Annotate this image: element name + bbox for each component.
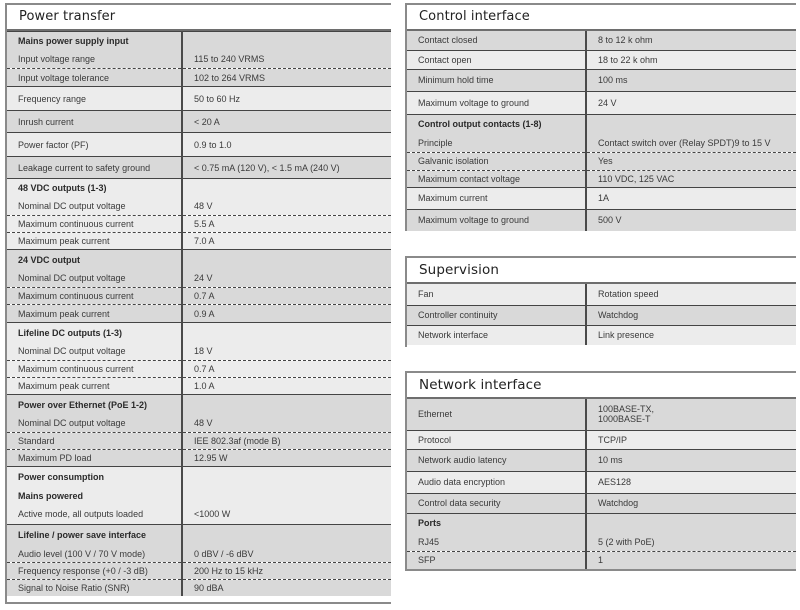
row-value: Link presence xyxy=(586,325,796,345)
row-value: 90 dBA xyxy=(182,580,391,596)
row-value: 0.9 to 1.0 xyxy=(182,133,391,157)
row-value: 5 (2 with PoE) xyxy=(586,533,796,551)
row-label: SFP xyxy=(407,551,586,569)
table-row xyxy=(7,525,391,546)
row-label: Nominal DC output voltage xyxy=(7,343,182,361)
table-row xyxy=(407,493,796,513)
row-label: Controller continuity xyxy=(407,305,586,325)
row-label: Nominal DC output voltage xyxy=(7,415,182,433)
row-value xyxy=(182,179,391,198)
table-row xyxy=(407,471,796,493)
table-row xyxy=(7,179,391,198)
table-row xyxy=(7,487,391,505)
row-label: Input voltage tolerance xyxy=(7,69,182,87)
row-value xyxy=(182,525,391,546)
supervision-title: Supervision xyxy=(407,258,796,284)
table-row xyxy=(7,546,391,563)
table-row xyxy=(407,31,796,50)
row-value: 24 V xyxy=(586,91,796,114)
row-value xyxy=(182,32,391,51)
row-value: 200 Hz to 15 kHz xyxy=(182,563,391,580)
table-row xyxy=(7,288,391,305)
table-row xyxy=(407,284,796,305)
row-value: 100 ms xyxy=(586,69,796,91)
row-value: 1.0 A xyxy=(182,378,391,395)
row-label: Standard xyxy=(7,433,182,450)
row-value: < 20 A xyxy=(182,111,391,133)
row-label: Minimum hold time xyxy=(407,69,586,91)
group-label: 48 VDC outputs (1-3) xyxy=(7,179,182,198)
table-row xyxy=(407,305,796,325)
row-value: 1 xyxy=(586,551,796,569)
row-value: 0.7 A xyxy=(182,288,391,305)
table-row xyxy=(407,152,796,170)
row-label: Protocol xyxy=(407,430,586,449)
table-row xyxy=(7,378,391,395)
network-interface-table xyxy=(407,399,796,569)
row-label: Contact open xyxy=(407,50,586,69)
table-row xyxy=(7,361,391,378)
row-label: Input voltage range xyxy=(7,51,182,69)
row-label: Power factor (PF) xyxy=(7,133,182,157)
row-value xyxy=(586,513,796,533)
control-interface-table xyxy=(407,31,796,231)
group-label: 24 VDC output xyxy=(7,250,182,270)
group-label: Lifeline / power save interface xyxy=(7,525,182,546)
row-value: 12.95 W xyxy=(182,450,391,467)
row-value: 48 V xyxy=(182,415,391,433)
table-row xyxy=(407,209,796,231)
table-row xyxy=(407,551,796,569)
row-value: 7.0 A xyxy=(182,233,391,250)
row-value xyxy=(182,250,391,270)
row-label: Maximum peak current xyxy=(7,378,182,395)
row-value: 0.7 A xyxy=(182,361,391,378)
row-label: Audio level (100 V / 70 V mode) xyxy=(7,546,182,563)
row-value: Rotation speed xyxy=(586,284,796,305)
table-row xyxy=(407,430,796,449)
row-value: 500 V xyxy=(586,209,796,231)
row-value: < 0.75 mA (120 V), < 1.5 mA (240 V) xyxy=(182,157,391,179)
row-value: 24 V xyxy=(182,270,391,288)
power-transfer-table xyxy=(7,31,391,596)
row-value: 18 V xyxy=(182,343,391,361)
row-label: Audio data encryption xyxy=(407,471,586,493)
row-label: Nominal DC output voltage xyxy=(7,198,182,216)
group-label: Mains power supply input xyxy=(7,32,182,51)
row-label: Fan xyxy=(407,284,586,305)
row-value: <1000 W xyxy=(182,505,391,525)
table-row xyxy=(407,91,796,114)
network-interface-title: Network interface xyxy=(407,373,796,399)
row-value: 50 to 60 Hz xyxy=(182,87,391,111)
row-value xyxy=(182,467,391,487)
table-row xyxy=(7,450,391,467)
table-row xyxy=(7,69,391,87)
row-label: Ethernet xyxy=(407,399,586,430)
row-label: Leakage current to safety ground xyxy=(7,157,182,179)
table-row xyxy=(7,323,391,343)
row-value: Watchdog xyxy=(586,305,796,325)
row-label: Principle xyxy=(407,134,586,152)
row-value: 1A xyxy=(586,187,796,209)
table-row xyxy=(7,305,391,323)
group-label: Control output contacts (1-8) xyxy=(407,114,586,134)
table-row xyxy=(7,216,391,233)
table-row xyxy=(7,563,391,580)
group-label: Power consumption xyxy=(7,467,182,487)
table-row xyxy=(7,467,391,487)
row-value: Watchdog xyxy=(586,493,796,513)
row-value: 115 to 240 VRMS xyxy=(182,51,391,69)
row-label: Maximum continuous current xyxy=(7,288,182,305)
row-label: Control data security xyxy=(407,493,586,513)
row-label: Signal to Noise Ratio (SNR) xyxy=(7,580,182,596)
table-row xyxy=(7,51,391,69)
row-label: Inrush current xyxy=(7,111,182,133)
row-label: Maximum peak current xyxy=(7,233,182,250)
row-label: Maximum peak current xyxy=(7,305,182,323)
row-value: AES128 xyxy=(586,471,796,493)
row-label: Nominal DC output voltage xyxy=(7,270,182,288)
table-row xyxy=(7,270,391,288)
table-row xyxy=(7,415,391,433)
row-label: Active mode, all outputs loaded xyxy=(7,505,182,525)
row-value: IEE 802.3af (mode B) xyxy=(182,433,391,450)
group-label: Power over Ethernet (PoE 1-2) xyxy=(7,395,182,415)
table-row xyxy=(7,233,391,250)
row-label: Frequency response (+0 / -3 dB) xyxy=(7,563,182,580)
table-row xyxy=(7,343,391,361)
group-label: Lifeline DC outputs (1-3) xyxy=(7,323,182,343)
row-label: Maximum voltage to ground xyxy=(407,91,586,114)
row-value: 110 VDC, 125 VAC xyxy=(586,170,796,187)
control-interface-title: Control interface xyxy=(407,5,796,31)
table-row xyxy=(407,170,796,187)
row-value: 18 to 22 k ohm xyxy=(586,50,796,69)
table-row xyxy=(7,580,391,596)
row-value: 5.5 A xyxy=(182,216,391,233)
row-label: RJ45 xyxy=(407,533,586,551)
row-label: Maximum current xyxy=(407,187,586,209)
row-value: 48 V xyxy=(182,198,391,216)
table-row xyxy=(7,87,391,111)
row-label: Maximum contact voltage xyxy=(407,170,586,187)
table-row xyxy=(407,50,796,69)
table-row xyxy=(7,505,391,525)
table-row xyxy=(7,133,391,157)
table-row xyxy=(7,111,391,133)
row-value xyxy=(586,399,796,430)
row-value: Yes xyxy=(586,152,796,170)
table-row xyxy=(407,533,796,551)
row-value xyxy=(182,487,391,505)
row-label: Network audio latency xyxy=(407,449,586,471)
row-value: 102 to 264 VRMS xyxy=(182,69,391,87)
table-row xyxy=(7,157,391,179)
row-label: Maximum continuous current xyxy=(7,216,182,233)
row-label: Galvanic isolation xyxy=(407,152,586,170)
row-value-line: 100BASE-TX, xyxy=(598,404,655,415)
table-row xyxy=(407,325,796,345)
supervision-panel xyxy=(405,256,796,347)
table-row xyxy=(7,250,391,270)
table-row xyxy=(7,433,391,450)
power-transfer-title: Power transfer xyxy=(7,5,391,31)
power-transfer-panel xyxy=(5,3,391,604)
table-row xyxy=(407,69,796,91)
row-value xyxy=(182,323,391,343)
control-interface-panel xyxy=(405,3,796,231)
table-row xyxy=(407,513,796,533)
row-value xyxy=(182,395,391,415)
group-label: Ports xyxy=(407,513,586,533)
table-row xyxy=(407,114,796,134)
row-value: 8 to 12 k ohm xyxy=(586,31,796,50)
supervision-table xyxy=(407,284,796,345)
row-value-line: 1000BASE-T xyxy=(598,414,651,425)
table-row xyxy=(7,32,391,51)
table-row xyxy=(407,187,796,209)
table-row xyxy=(407,449,796,471)
row-value xyxy=(586,114,796,134)
row-label: Maximum continuous current xyxy=(7,361,182,378)
network-interface-panel xyxy=(405,371,796,571)
table-row xyxy=(7,198,391,216)
group-label: Mains powered xyxy=(7,487,182,505)
table-row xyxy=(407,134,796,152)
row-value: Contact switch over (Relay SPDT)9 to 15 V xyxy=(586,134,796,152)
row-label: Network interface xyxy=(407,325,586,345)
row-value: 0 dBV / -6 dBV xyxy=(182,546,391,563)
table-row xyxy=(7,395,391,415)
row-value: 10 ms xyxy=(586,449,796,471)
row-label: Contact closed xyxy=(407,31,586,50)
row-value: TCP/IP xyxy=(586,430,796,449)
row-label: Frequency range xyxy=(7,87,182,111)
row-value: 0.9 A xyxy=(182,305,391,323)
table-row xyxy=(407,399,796,430)
row-label: Maximum voltage to ground xyxy=(407,209,586,231)
row-label: Maximum PD load xyxy=(7,450,182,467)
